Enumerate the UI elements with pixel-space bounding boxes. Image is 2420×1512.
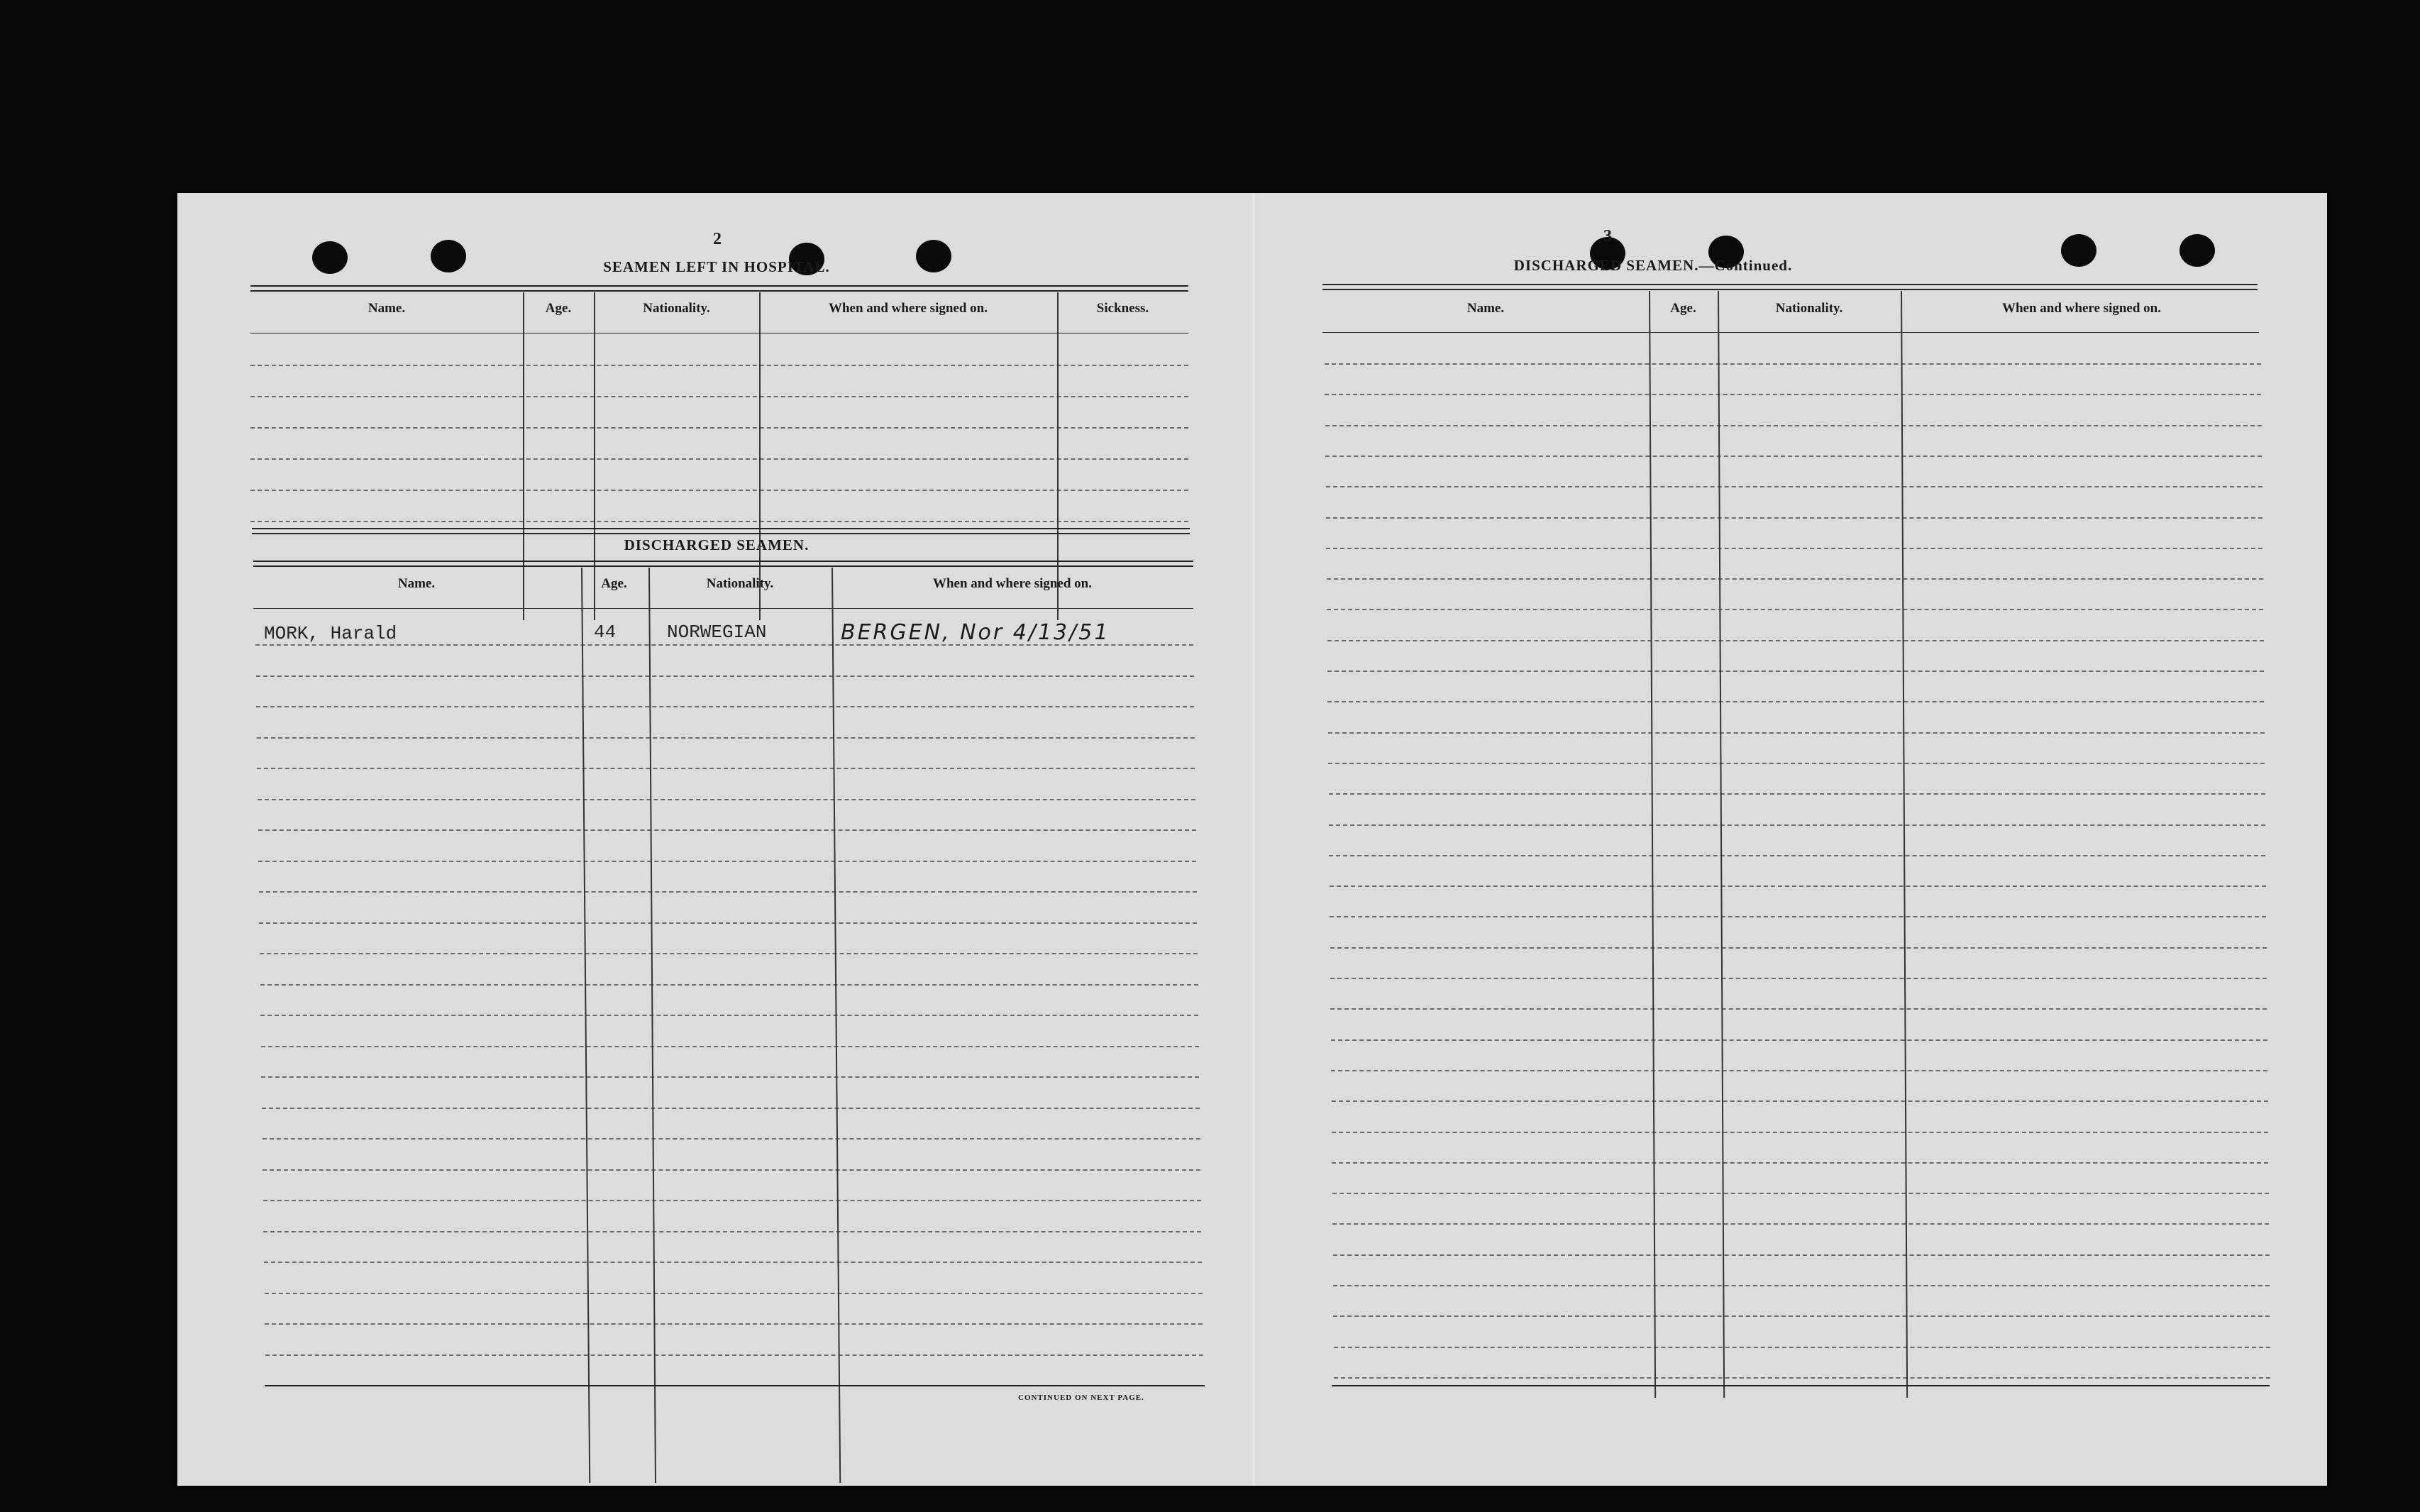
right-page xyxy=(1252,193,2327,1486)
seaman-age: 44 xyxy=(594,622,617,643)
discharged-col-nationality: Nationality. xyxy=(706,576,774,591)
rule xyxy=(1322,284,2258,285)
ruled-line xyxy=(262,1108,1200,1109)
column-divider xyxy=(1057,292,1059,620)
rule xyxy=(1322,332,2259,333)
rule xyxy=(253,608,1193,609)
page-number: 2 xyxy=(713,230,722,248)
ruled-line xyxy=(1332,1162,2268,1164)
ruled-line xyxy=(258,829,1196,831)
ruled-line xyxy=(1327,640,2264,641)
column-divider xyxy=(1718,291,1725,1398)
ruled-line xyxy=(260,984,1198,986)
column-divider xyxy=(581,568,590,1483)
column-divider xyxy=(594,292,595,620)
ruled-line xyxy=(250,490,1188,491)
hospital-col-name: Name. xyxy=(368,301,406,316)
ruled-line xyxy=(1330,978,2267,979)
ruled-line xyxy=(1330,916,2266,917)
ruled-line xyxy=(1332,1193,2269,1194)
ruled-line xyxy=(265,1293,1203,1294)
ruled-line xyxy=(261,1046,1199,1047)
ruled-line xyxy=(260,953,1198,954)
ruled-line xyxy=(259,922,1197,924)
continued-col-nationality: Nationality. xyxy=(1775,301,1843,316)
column-divider xyxy=(523,292,524,620)
continued-col-signed-on: When and where signed on. xyxy=(2001,301,2161,316)
rule xyxy=(265,1385,1205,1386)
ruled-line xyxy=(1329,855,2265,856)
ruled-line xyxy=(250,521,1188,522)
ruled-line xyxy=(1332,1132,2268,1133)
ruled-line xyxy=(1333,1254,2270,1256)
ruled-line xyxy=(1332,1223,2269,1225)
continued-col-age: Age. xyxy=(1670,301,1696,316)
discharged-section-title: DISCHARGED SEAMEN. xyxy=(624,536,810,553)
hospital-col-signed-on: When and where signed on. xyxy=(828,301,988,316)
rule xyxy=(1322,289,2258,290)
rule xyxy=(250,290,1188,292)
hospital-col-sickness: Sickness. xyxy=(1096,301,1149,316)
ruled-line xyxy=(263,1231,1201,1232)
ruled-line xyxy=(1325,363,2261,365)
discharged-col-age: Age. xyxy=(601,576,627,591)
ruled-line xyxy=(263,1200,1201,1201)
ruled-line xyxy=(257,737,1195,739)
ruled-line xyxy=(1329,793,2265,795)
column-divider xyxy=(1901,291,1908,1398)
ruled-line xyxy=(263,1169,1200,1171)
ruled-line xyxy=(1326,548,2262,549)
seaman-nationality: NORWEGIAN xyxy=(667,622,767,643)
ruled-line xyxy=(1330,885,2266,887)
hospital-col-age: Age. xyxy=(545,301,572,316)
ruled-line xyxy=(1327,578,2263,580)
ruled-line xyxy=(256,675,1194,677)
discharged-col-name: Name. xyxy=(397,576,436,591)
rule xyxy=(1332,1385,2270,1386)
ruled-line xyxy=(1326,517,2262,519)
page-number: 3 xyxy=(1603,227,1612,245)
ruled-line xyxy=(260,1015,1198,1016)
ruled-line xyxy=(1325,456,2262,457)
ruled-line xyxy=(1332,1100,2268,1102)
ruled-line xyxy=(263,1138,1200,1139)
ruled-line xyxy=(250,458,1188,460)
rule xyxy=(250,285,1188,287)
continued-col-name: Name. xyxy=(1466,301,1505,316)
ruled-line xyxy=(259,891,1197,893)
ruled-line xyxy=(1327,671,2264,672)
ruled-line xyxy=(1328,763,2265,764)
ruled-line xyxy=(250,427,1188,429)
ruled-line xyxy=(256,706,1194,707)
ruled-line xyxy=(258,861,1196,862)
ruled-line xyxy=(1330,1008,2267,1010)
ruled-line xyxy=(265,1354,1203,1356)
continued-note: CONTINUED ON NEXT PAGE. xyxy=(1018,1394,1144,1402)
column-divider xyxy=(831,568,841,1483)
seaman-name: MORK, Harald xyxy=(264,623,397,644)
ruled-line xyxy=(258,799,1195,800)
rule xyxy=(252,528,1190,529)
discharged-col-signed-on: When and where signed on. xyxy=(932,576,1092,591)
ruled-line xyxy=(250,365,1188,366)
hospital-col-nationality: Nationality. xyxy=(643,301,710,316)
ruled-line xyxy=(1333,1285,2270,1286)
ruled-line xyxy=(1334,1347,2270,1348)
rule xyxy=(253,565,1193,567)
ruled-line xyxy=(1325,394,2261,395)
ruled-line xyxy=(250,396,1188,397)
ruled-line xyxy=(1326,486,2262,487)
ruled-line xyxy=(1331,1039,2267,1041)
ruled-line xyxy=(1328,732,2265,734)
ruled-line xyxy=(1334,1377,2270,1379)
ruled-line xyxy=(1325,425,2262,426)
left-page xyxy=(177,193,1252,1486)
hospital-section-title: SEAMEN LEFT IN HOSPITAL. xyxy=(603,258,830,275)
ruled-line xyxy=(1327,609,2263,610)
ruled-line xyxy=(265,1323,1203,1325)
ruled-line xyxy=(1333,1315,2270,1317)
rule xyxy=(253,561,1193,562)
ruled-line xyxy=(257,768,1195,769)
ruled-line xyxy=(1327,701,2264,702)
ruled-line xyxy=(264,1262,1202,1263)
column-divider xyxy=(1649,291,1656,1398)
column-divider xyxy=(759,292,761,620)
seaman-signed-on: BERGEN, Nor 4/13/51 xyxy=(841,620,1110,645)
ruled-line xyxy=(1329,824,2265,826)
ledger-sheet xyxy=(177,193,2327,1486)
ruled-line xyxy=(261,1076,1199,1078)
ruled-line xyxy=(1330,947,2267,949)
rule xyxy=(252,533,1190,534)
ruled-line xyxy=(1331,1070,2267,1071)
column-divider xyxy=(648,568,656,1483)
discharged-continued-title: DISCHARGED SEAMEN.—Continued. xyxy=(1513,257,1793,274)
